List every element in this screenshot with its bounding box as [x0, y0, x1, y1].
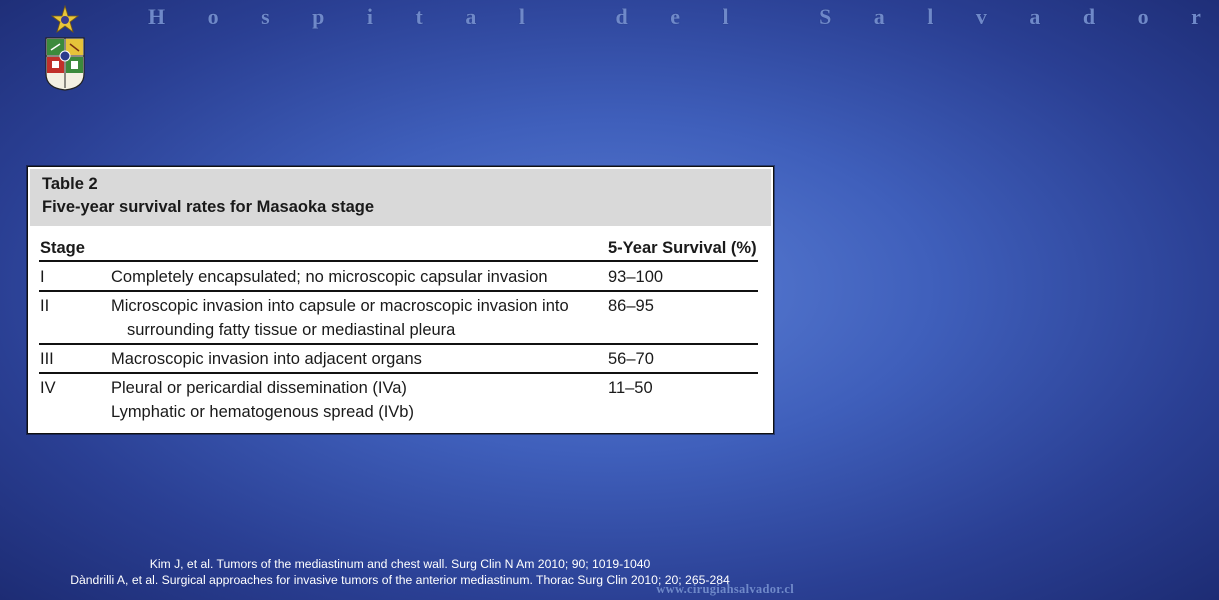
- row-divider: [39, 372, 758, 374]
- description-cell-continued: surrounding fatty tissue or mediastinal pleura: [127, 321, 456, 339]
- survival-cell: 11–50: [608, 379, 653, 397]
- row-divider: [39, 290, 758, 292]
- column-header-stage: Stage: [40, 239, 85, 257]
- survival-cell: 56–70: [608, 350, 654, 368]
- citation-line: Dàndrilli A, et al. Surgical approaches for invasive tumors of the anterior mediastinum. Thorac Surg Clin 2010; 20; 265-284: [70, 573, 730, 587]
- header-rule: [39, 260, 758, 262]
- stage-cell: IV: [40, 379, 56, 397]
- survival-table: [27, 166, 774, 434]
- row-divider: [39, 343, 758, 345]
- description-cell: Pleural or pericardial dissemination (IVa): [111, 379, 407, 397]
- table-caption: Five-year survival rates for Masaoka stage: [42, 198, 375, 216]
- description-cell: Completely encapsulated; no microscopic capsular invasion: [111, 268, 548, 286]
- website-watermark: www.cirugiahsalvador.cl: [656, 582, 794, 596]
- university-coat-of-arms-icon: [40, 4, 90, 92]
- slide-title: H o s p i t a l d e l S a l v a d o r: [148, 4, 1219, 29]
- column-header-survival: 5-Year Survival (%): [608, 239, 757, 257]
- description-cell-continued: Lymphatic or hematogenous spread (IVb): [111, 403, 414, 421]
- survival-cell: 86–95: [608, 297, 654, 315]
- citation-line: Kim J, et al. Tumors of the mediastinum and chest wall. Surg Clin N Am 2010; 90; 1019-1040: [149, 557, 651, 571]
- stage-cell: I: [40, 268, 45, 286]
- survival-cell: 93–100: [608, 268, 664, 286]
- description-cell: Microscopic invasion into capsule or macroscopic invasion into: [111, 297, 569, 315]
- table-number: Table 2: [42, 175, 98, 193]
- description-cell: Macroscopic invasion into adjacent organs: [111, 350, 422, 368]
- stage-cell: III: [40, 350, 54, 368]
- table-header: [30, 169, 771, 226]
- stage-cell: II: [40, 297, 50, 315]
